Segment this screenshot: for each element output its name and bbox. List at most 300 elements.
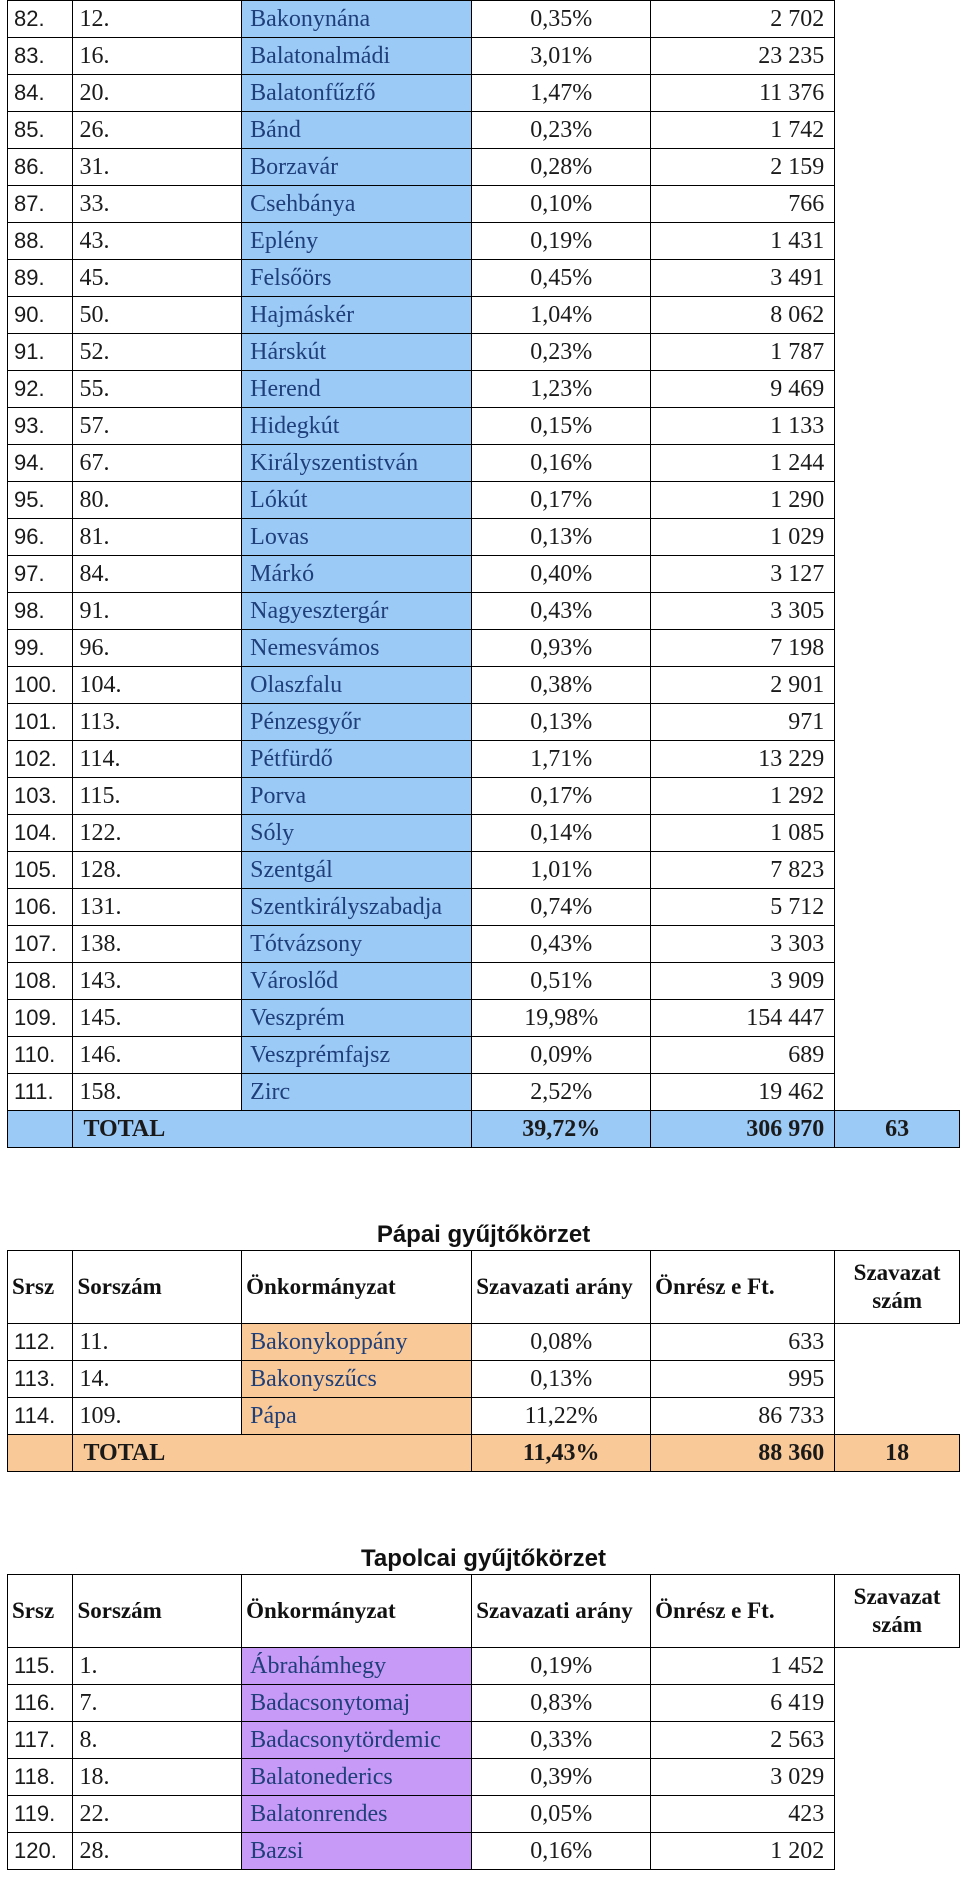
row-sorszam: 138.: [73, 926, 242, 963]
row-votes-empty: [835, 1398, 960, 1435]
row-municipality: Pétfürdő: [242, 741, 472, 778]
row-votes-empty: [835, 593, 960, 630]
row-municipality: Balatonfűzfő: [242, 75, 472, 112]
row-votes-empty: [835, 1074, 960, 1111]
row-votes-empty: [835, 741, 960, 778]
row-own-contribution: 3 127: [651, 556, 835, 593]
row-sorszam: 7.: [73, 1685, 242, 1722]
row-srsz: 104.: [8, 815, 73, 852]
row-vote-share: 1,04%: [472, 297, 651, 334]
row-municipality: Porva: [242, 778, 472, 815]
row-vote-share: 0,08%: [472, 1324, 651, 1361]
row-votes-empty: [835, 1, 960, 38]
row-vote-share: 0,93%: [472, 630, 651, 667]
row-srsz: 109.: [8, 1000, 73, 1037]
table-row: [8, 408, 960, 445]
row-sorszam: 115.: [73, 778, 242, 815]
row-sorszam: 80.: [73, 482, 242, 519]
row-own-contribution: 689: [651, 1037, 835, 1074]
row-sorszam: 26.: [73, 112, 242, 149]
table-row: [8, 1722, 960, 1759]
row-votes-empty: [835, 630, 960, 667]
row-municipality: Bazsi: [242, 1833, 472, 1870]
row-votes-empty: [835, 519, 960, 556]
table-row: [8, 852, 960, 889]
total-empty: [8, 1435, 73, 1472]
row-own-contribution: 3 491: [651, 260, 835, 297]
row-sorszam: 81.: [73, 519, 242, 556]
header-arany: Szavazati arány: [472, 1251, 651, 1324]
row-sorszam: 104.: [73, 667, 242, 704]
row-own-contribution: 633: [651, 1324, 835, 1361]
row-srsz: 117.: [8, 1722, 73, 1759]
total-own-contribution: 306 970: [651, 1111, 835, 1148]
row-own-contribution: 23 235: [651, 38, 835, 75]
veszprem-table: [7, 0, 960, 1148]
row-votes-empty: [835, 852, 960, 889]
row-votes-empty: [835, 1648, 960, 1685]
header-row: [8, 1575, 960, 1648]
row-municipality: Hárskút: [242, 334, 472, 371]
header-srsz: Srsz: [8, 1251, 73, 1324]
row-srsz: 110.: [8, 1037, 73, 1074]
row-sorszam: 128.: [73, 852, 242, 889]
total-own-contribution: 88 360: [651, 1435, 835, 1472]
row-votes-empty: [835, 223, 960, 260]
row-own-contribution: 154 447: [651, 1000, 835, 1037]
row-srsz: 101.: [8, 704, 73, 741]
row-municipality: Pénzesgyőr: [242, 704, 472, 741]
total-empty: [8, 1111, 73, 1148]
row-vote-share: 0,09%: [472, 1037, 651, 1074]
row-own-contribution: 11 376: [651, 75, 835, 112]
row-vote-share: 19,98%: [472, 1000, 651, 1037]
table-row: [8, 1833, 960, 1870]
row-srsz: 108.: [8, 963, 73, 1000]
papa-table: [7, 1250, 960, 1472]
row-srsz: 116.: [8, 1685, 73, 1722]
row-municipality: Olaszfalu: [242, 667, 472, 704]
row-sorszam: 14.: [73, 1361, 242, 1398]
row-votes-empty: [835, 1685, 960, 1722]
row-votes-empty: [835, 926, 960, 963]
total-votes: 63: [835, 1111, 960, 1148]
header-onresz: Önrész e Ft.: [651, 1251, 835, 1324]
row-municipality: Tótvázsony: [242, 926, 472, 963]
row-vote-share: 0,51%: [472, 963, 651, 1000]
row-votes-empty: [835, 1759, 960, 1796]
row-own-contribution: 1 202: [651, 1833, 835, 1870]
row-srsz: 106.: [8, 889, 73, 926]
row-municipality: Ábrahámhegy: [242, 1648, 472, 1685]
spacer: [0, 1148, 960, 1220]
row-votes-empty: [835, 1796, 960, 1833]
row-municipality: Csehbánya: [242, 186, 472, 223]
row-municipality: Zirc: [242, 1074, 472, 1111]
row-vote-share: 0,16%: [472, 445, 651, 482]
table-row: [8, 1398, 960, 1435]
row-own-contribution: 1 085: [651, 815, 835, 852]
row-vote-share: 0,14%: [472, 815, 651, 852]
row-srsz: 99.: [8, 630, 73, 667]
row-own-contribution: 1 244: [651, 445, 835, 482]
row-vote-share: 0,43%: [472, 926, 651, 963]
table-row: [8, 186, 960, 223]
row-vote-share: 0,17%: [472, 778, 651, 815]
row-vote-share: 0,83%: [472, 1685, 651, 1722]
row-municipality: Veszprém: [242, 1000, 472, 1037]
table-row: [8, 38, 960, 75]
row-srsz: 98.: [8, 593, 73, 630]
row-vote-share: 0,45%: [472, 260, 651, 297]
header-nev: Önkormányzat: [242, 1251, 472, 1324]
header-szavazat: Szavazat szám: [835, 1251, 960, 1324]
row-votes-empty: [835, 704, 960, 741]
row-own-contribution: 5 712: [651, 889, 835, 926]
table-row: [8, 149, 960, 186]
row-municipality: Pápa: [242, 1398, 472, 1435]
table-row: [8, 815, 960, 852]
row-vote-share: 0,13%: [472, 704, 651, 741]
table-row: [8, 741, 960, 778]
row-municipality: Városlőd: [242, 963, 472, 1000]
row-sorszam: 12.: [73, 1, 242, 38]
header-nev: Önkormányzat: [242, 1575, 472, 1648]
row-sorszam: 18.: [73, 1759, 242, 1796]
row-srsz: 120.: [8, 1833, 73, 1870]
table-row: [8, 223, 960, 260]
table-row: [8, 1796, 960, 1833]
row-sorszam: 31.: [73, 149, 242, 186]
table-row: [8, 593, 960, 630]
row-vote-share: 0,16%: [472, 1833, 651, 1870]
table-row: [8, 1361, 960, 1398]
row-municipality: Királyszentistván: [242, 445, 472, 482]
table-row: [8, 482, 960, 519]
row-vote-share: 0,17%: [472, 482, 651, 519]
row-srsz: 86.: [8, 149, 73, 186]
row-vote-share: 1,47%: [472, 75, 651, 112]
row-vote-share: 0,19%: [472, 1648, 651, 1685]
row-own-contribution: 971: [651, 704, 835, 741]
row-municipality: Bakonykoppány: [242, 1324, 472, 1361]
row-vote-share: 0,40%: [472, 556, 651, 593]
row-vote-share: 0,28%: [472, 149, 651, 186]
row-sorszam: 33.: [73, 186, 242, 223]
section-title-papa: Pápai gyűjtőkörzet: [376, 1221, 591, 1248]
row-votes-empty: [835, 778, 960, 815]
row-own-contribution: 3 305: [651, 593, 835, 630]
row-municipality: Szentkirályszabadja: [242, 889, 472, 926]
row-sorszam: 16.: [73, 38, 242, 75]
table-row: [8, 445, 960, 482]
row-vote-share: 3,01%: [472, 38, 651, 75]
tapolca-table: [7, 1574, 960, 1870]
header-sorszam: Sorszám: [73, 1575, 242, 1648]
row-srsz: 90.: [8, 297, 73, 334]
row-srsz: 93.: [8, 408, 73, 445]
row-municipality: Bakonynána: [242, 1, 472, 38]
row-vote-share: 0,13%: [472, 1361, 651, 1398]
row-srsz: 119.: [8, 1796, 73, 1833]
total-row: [8, 1435, 960, 1472]
table-row: [8, 1000, 960, 1037]
row-municipality: Nagyesztergár: [242, 593, 472, 630]
row-votes-empty: [835, 186, 960, 223]
row-votes-empty: [835, 371, 960, 408]
row-srsz: 92.: [8, 371, 73, 408]
row-votes-empty: [835, 815, 960, 852]
row-own-contribution: 1 029: [651, 519, 835, 556]
row-municipality: Balatonalmádi: [242, 38, 472, 75]
row-srsz: 114.: [8, 1398, 73, 1435]
row-votes-empty: [835, 112, 960, 149]
row-sorszam: 43.: [73, 223, 242, 260]
row-srsz: 88.: [8, 223, 73, 260]
row-srsz: 105.: [8, 852, 73, 889]
table-row: [8, 778, 960, 815]
row-sorszam: 55.: [73, 371, 242, 408]
row-own-contribution: 6 419: [651, 1685, 835, 1722]
row-own-contribution: 9 469: [651, 371, 835, 408]
row-own-contribution: 2 159: [651, 149, 835, 186]
row-srsz: 97.: [8, 556, 73, 593]
row-srsz: 91.: [8, 334, 73, 371]
total-vote-share: 11,43%: [472, 1435, 651, 1472]
row-votes-empty: [835, 445, 960, 482]
row-srsz: 87.: [8, 186, 73, 223]
row-votes-empty: [835, 38, 960, 75]
row-sorszam: 158.: [73, 1074, 242, 1111]
row-own-contribution: 766: [651, 186, 835, 223]
row-vote-share: 0,13%: [472, 519, 651, 556]
row-own-contribution: 86 733: [651, 1398, 835, 1435]
header-onresz: Önrész e Ft.: [651, 1575, 835, 1648]
row-vote-share: 0,43%: [472, 593, 651, 630]
row-vote-share: 0,19%: [472, 223, 651, 260]
row-own-contribution: 1 292: [651, 778, 835, 815]
row-sorszam: 113.: [73, 704, 242, 741]
row-own-contribution: 3 029: [651, 1759, 835, 1796]
row-srsz: 95.: [8, 482, 73, 519]
row-municipality: Bakonyszűcs: [242, 1361, 472, 1398]
row-vote-share: 1,71%: [472, 741, 651, 778]
table-row: [8, 963, 960, 1000]
row-vote-share: 0,23%: [472, 334, 651, 371]
table-row: [8, 371, 960, 408]
row-own-contribution: 1 452: [651, 1648, 835, 1685]
row-vote-share: 0,39%: [472, 1759, 651, 1796]
total-row: [8, 1111, 960, 1148]
row-votes-empty: [835, 482, 960, 519]
row-municipality: Badacsonytördemic: [242, 1722, 472, 1759]
total-label: TOTAL: [73, 1111, 472, 1148]
row-sorszam: 91.: [73, 593, 242, 630]
row-municipality: Hidegkút: [242, 408, 472, 445]
row-sorszam: 114.: [73, 741, 242, 778]
table-row: [8, 1648, 960, 1685]
row-srsz: 83.: [8, 38, 73, 75]
row-vote-share: 0,23%: [472, 112, 651, 149]
table-row: [8, 1037, 960, 1074]
row-votes-empty: [835, 556, 960, 593]
row-sorszam: 11.: [73, 1324, 242, 1361]
row-sorszam: 146.: [73, 1037, 242, 1074]
table-row: [8, 926, 960, 963]
row-municipality: Badacsonytomaj: [242, 1685, 472, 1722]
row-municipality: Balatonrendes: [242, 1796, 472, 1833]
row-municipality: Márkó: [242, 556, 472, 593]
table-row: [8, 75, 960, 112]
row-municipality: Hajmáskér: [242, 297, 472, 334]
row-sorszam: 96.: [73, 630, 242, 667]
row-own-contribution: 7 823: [651, 852, 835, 889]
row-srsz: 96.: [8, 519, 73, 556]
row-own-contribution: 19 462: [651, 1074, 835, 1111]
row-srsz: 94.: [8, 445, 73, 482]
row-own-contribution: 1 290: [651, 482, 835, 519]
row-votes-empty: [835, 1324, 960, 1361]
row-vote-share: 0,74%: [472, 889, 651, 926]
table-row: [8, 297, 960, 334]
row-sorszam: 109.: [73, 1398, 242, 1435]
table-row: [8, 112, 960, 149]
row-sorszam: 28.: [73, 1833, 242, 1870]
table-row: [8, 556, 960, 593]
row-votes-empty: [835, 667, 960, 704]
row-sorszam: 122.: [73, 815, 242, 852]
row-own-contribution: 2 901: [651, 667, 835, 704]
row-sorszam: 67.: [73, 445, 242, 482]
table-row: [8, 519, 960, 556]
row-srsz: 84.: [8, 75, 73, 112]
row-srsz: 85.: [8, 112, 73, 149]
row-municipality: Sóly: [242, 815, 472, 852]
row-own-contribution: 1 133: [651, 408, 835, 445]
row-vote-share: 0,10%: [472, 186, 651, 223]
row-municipality: Szentgál: [242, 852, 472, 889]
row-municipality: Bánd: [242, 112, 472, 149]
header-row: [8, 1251, 960, 1324]
row-sorszam: 45.: [73, 260, 242, 297]
row-votes-empty: [835, 260, 960, 297]
table-row: [8, 1074, 960, 1111]
row-vote-share: 0,05%: [472, 1796, 651, 1833]
header-szavazat: Szavazat szám: [835, 1575, 960, 1648]
row-own-contribution: 3 303: [651, 926, 835, 963]
row-votes-empty: [835, 297, 960, 334]
row-vote-share: 2,52%: [472, 1074, 651, 1111]
row-own-contribution: 1 431: [651, 223, 835, 260]
row-own-contribution: 995: [651, 1361, 835, 1398]
table-row: [8, 630, 960, 667]
row-votes-empty: [835, 149, 960, 186]
row-votes-empty: [835, 334, 960, 371]
row-vote-share: 0,33%: [472, 1722, 651, 1759]
row-vote-share: 11,22%: [472, 1398, 651, 1435]
row-sorszam: 84.: [73, 556, 242, 593]
header-arany: Szavazati arány: [472, 1575, 651, 1648]
total-votes: 18: [835, 1435, 960, 1472]
total-vote-share: 39,72%: [472, 1111, 651, 1148]
table-row: [8, 1324, 960, 1361]
row-municipality: Eplény: [242, 223, 472, 260]
row-sorszam: 22.: [73, 1796, 242, 1833]
row-srsz: 112.: [8, 1324, 73, 1361]
row-srsz: 100.: [8, 667, 73, 704]
row-sorszam: 8.: [73, 1722, 242, 1759]
row-municipality: Nemesvámos: [242, 630, 472, 667]
row-municipality: Lovas: [242, 519, 472, 556]
row-municipality: Veszprémfajsz: [242, 1037, 472, 1074]
total-label: TOTAL: [73, 1435, 472, 1472]
row-sorszam: 143.: [73, 963, 242, 1000]
row-sorszam: 57.: [73, 408, 242, 445]
row-municipality: Balatonederics: [242, 1759, 472, 1796]
row-vote-share: 1,01%: [472, 852, 651, 889]
row-own-contribution: 1 742: [651, 112, 835, 149]
row-sorszam: 52.: [73, 334, 242, 371]
table-row: [8, 260, 960, 297]
row-municipality: Herend: [242, 371, 472, 408]
row-srsz: 115.: [8, 1648, 73, 1685]
row-sorszam: 20.: [73, 75, 242, 112]
row-own-contribution: 13 229: [651, 741, 835, 778]
row-municipality: Borzavár: [242, 149, 472, 186]
row-srsz: 113.: [8, 1361, 73, 1398]
section-title-tapolca: Tapolcai gyűjtőkörzet: [361, 1545, 606, 1572]
table-row: [8, 1685, 960, 1722]
row-own-contribution: 2 563: [651, 1722, 835, 1759]
table-row: [8, 704, 960, 741]
row-own-contribution: 1 787: [651, 334, 835, 371]
header-srsz: Srsz: [8, 1575, 73, 1648]
table-row: [8, 1, 960, 38]
row-votes-empty: [835, 889, 960, 926]
row-own-contribution: 3 909: [651, 963, 835, 1000]
row-vote-share: 0,35%: [472, 1, 651, 38]
table-row: [8, 334, 960, 371]
row-votes-empty: [835, 408, 960, 445]
row-srsz: 107.: [8, 926, 73, 963]
row-votes-empty: [835, 963, 960, 1000]
row-srsz: 89.: [8, 260, 73, 297]
row-vote-share: 0,38%: [472, 667, 651, 704]
table-row: [8, 889, 960, 926]
row-municipality: Felsőörs: [242, 260, 472, 297]
row-own-contribution: 7 198: [651, 630, 835, 667]
row-srsz: 102.: [8, 741, 73, 778]
row-sorszam: 50.: [73, 297, 242, 334]
row-srsz: 82.: [8, 1, 73, 38]
header-sorszam: Sorszám: [73, 1251, 242, 1324]
row-sorszam: 145.: [73, 1000, 242, 1037]
row-votes-empty: [835, 1361, 960, 1398]
row-srsz: 111.: [8, 1074, 73, 1111]
row-sorszam: 131.: [73, 889, 242, 926]
row-votes-empty: [835, 1000, 960, 1037]
table-row: [8, 1759, 960, 1796]
row-own-contribution: 423: [651, 1796, 835, 1833]
row-own-contribution: 8 062: [651, 297, 835, 334]
row-votes-empty: [835, 1037, 960, 1074]
table-row: [8, 667, 960, 704]
row-srsz: 118.: [8, 1759, 73, 1796]
row-votes-empty: [835, 1833, 960, 1870]
spacer: [0, 1472, 960, 1544]
row-sorszam: 1.: [73, 1648, 242, 1685]
row-vote-share: 1,23%: [472, 371, 651, 408]
